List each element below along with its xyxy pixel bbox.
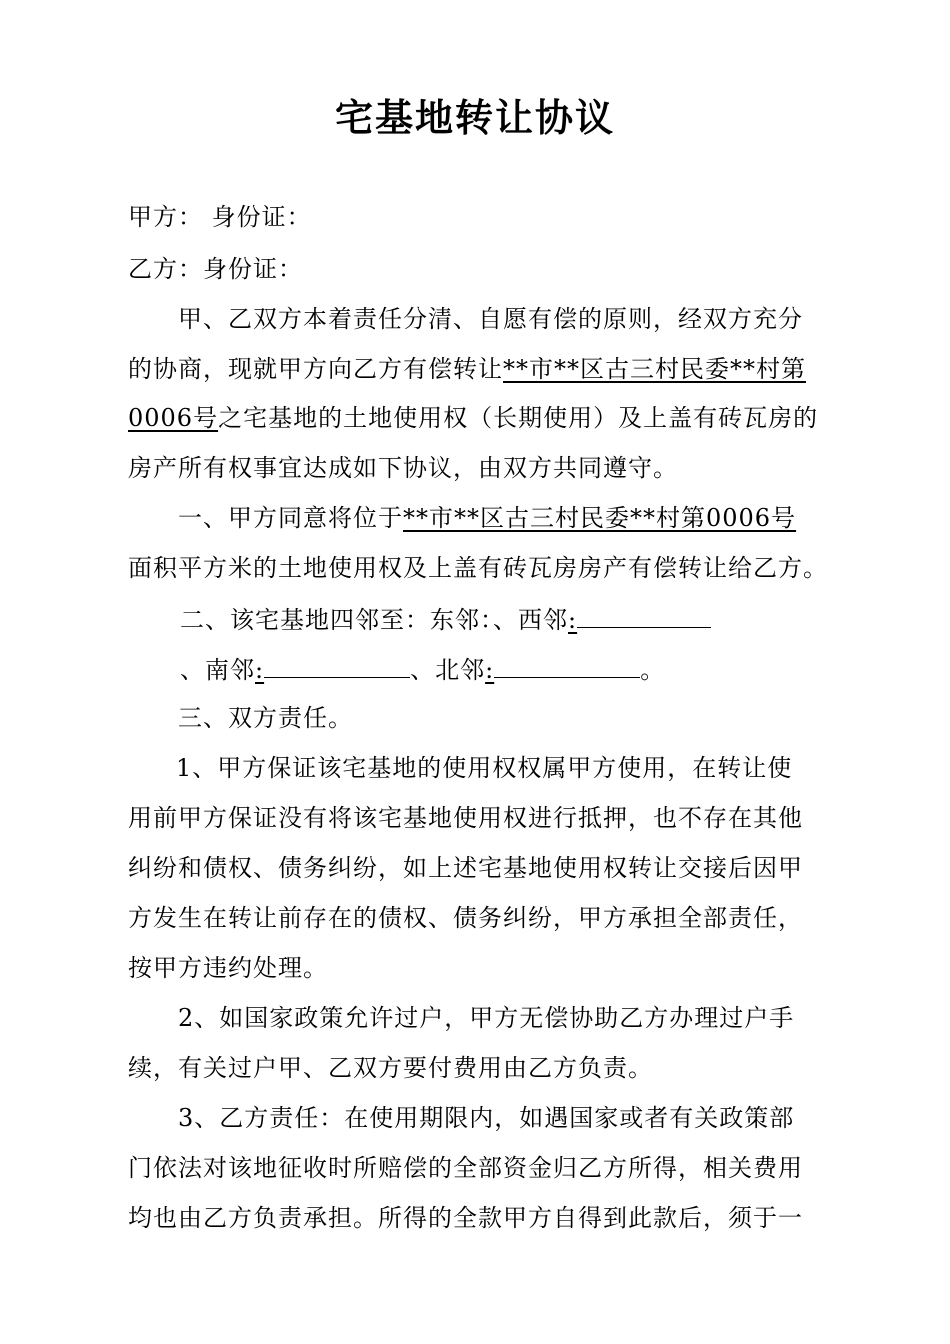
item-3-line-1: 3、乙方责任：在使用期限内，如遇国家或者有关政策部 [178, 1104, 795, 1132]
item-2-line-1: 2、如国家政策允许过户，甲方无偿协助乙方办理过户手 [178, 1004, 795, 1032]
clause-text: 、南邻 [180, 656, 255, 684]
intro-text: 之宅基地的土地使用权（长期使用）及上盖有砖瓦房的 [218, 404, 819, 432]
item-1-line-2: 用前甲方保证没有将该宅基地使用权进行抵押，也不存在其他 [128, 804, 803, 832]
intro-line-2 [128, 352, 828, 386]
north-neighbor-blank [494, 651, 640, 678]
item-3-line-3: 均也由乙方负责承担。所得的全款甲方自得到此款后，须于一 [128, 1204, 803, 1232]
document-title: 宅基地转让协议 [334, 96, 615, 140]
west-neighbor-colon: : [568, 606, 578, 634]
property-address: **市**区古三村民委**村第0006号 [403, 504, 797, 532]
clause-text: 一、甲方同意将位于 [178, 504, 403, 532]
item-1-line-1: 1、甲方保证该宅基地的使用权权属甲方使用，在转让使 [176, 754, 793, 782]
intro-line-1: 甲、乙双方本着责任分清、自愿有偿的原则，经双方充分 [178, 305, 803, 333]
item-1-line-4: 方发生在转让前存在的债权、债务纠纷，甲方承担全部责任， [128, 904, 803, 932]
clause-1-line-2: 面积平方米的土地使用权及上盖有砖瓦房房产有偿转让给乙方。 [128, 554, 828, 582]
clause-2-line-2 [180, 651, 840, 687]
clause-text: 、北邻 [410, 656, 486, 684]
north-neighbor-colon: : [485, 656, 495, 684]
intro-text: 的协商，现就甲方向乙方有偿转让 [128, 355, 503, 383]
party-a-line: 甲方： 身份证： [128, 203, 312, 231]
party-b-line: 乙方：身份证： [128, 255, 303, 283]
item-3-line-2: 门依法对该地征收时所赔偿的全部资金归乙方所得，相关费用 [128, 1154, 803, 1182]
intro-line-4: 房产所有权事宜达成如下协议，由双方共同遵守。 [128, 454, 678, 482]
clause-1-line-1 [178, 501, 838, 535]
item-2-line-2: 续，有关过户甲、乙双方要付费用由乙方负责。 [128, 1054, 653, 1082]
clause-3-heading: 三、双方责任。 [178, 704, 353, 732]
clause-text: 二、该宅基地四邻至：东邻：、西邻 [180, 606, 568, 634]
west-neighbor-blank [577, 601, 711, 628]
item-1-line-5: 按甲方违约处理。 [128, 954, 328, 982]
clause-2-line-1 [180, 601, 840, 637]
property-number: 0006号 [128, 404, 219, 432]
property-address: **市**区古三村民委**村第 [503, 355, 806, 383]
intro-line-3 [128, 401, 828, 435]
item-1-line-3: 纠纷和债权、债务纠纷，如上述宅基地使用权转让交接后因甲 [128, 854, 803, 882]
clause-text: 。 [640, 656, 666, 684]
south-neighbor-colon: : [255, 656, 265, 684]
south-neighbor-blank [264, 651, 410, 678]
